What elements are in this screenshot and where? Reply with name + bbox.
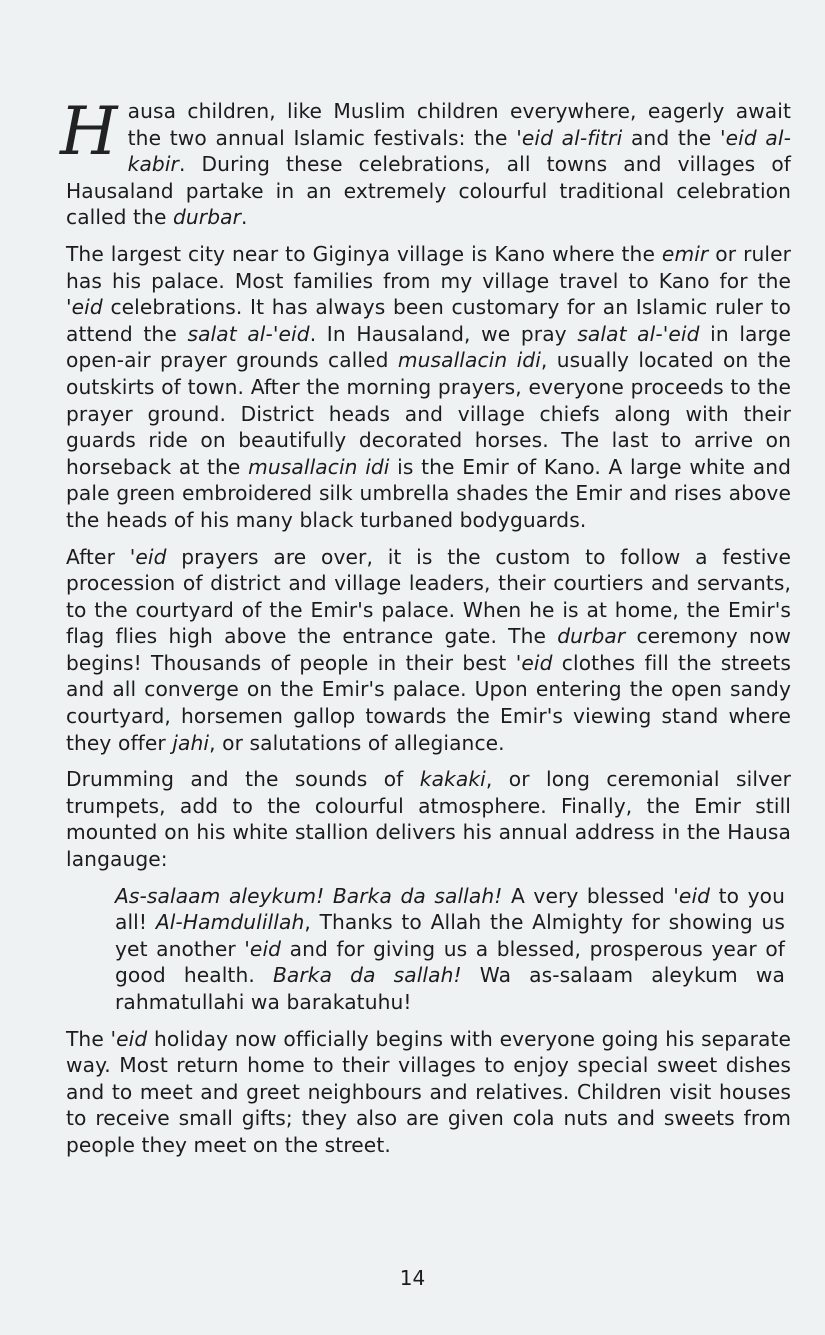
page-number: 14 [399, 1266, 426, 1290]
paragraph-4: Drumming and the sounds of kakaki, or long ceremonial silver trumpets, add to the colourful atmosphere. Finally, the Emir still mounted on his white stallion delivers his annual address in the Hausa langauge: [66, 767, 791, 872]
paragraph-1: Hausa children, like Muslim children everywhere, eagerly await the two annual Islamic festivals: the 'eid al-fitri and the 'eid al-kabir. During these celebrations, all towns and villages of Hausaland partake in an extremely colourful traditional celebration called the durbar. [60, 93, 791, 230]
paragraph-5: The 'eid holiday now officially begins with everyone going his separate way. Most return home to their villages to enjoy special sweet dishes and to meet and greet neighbours and relatives. Children visit houses to receive small gifts; they also are given cola nuts and sweets from people they meet on the street. [66, 1026, 792, 1157]
address-quote: As-salaam aleykum! Barka da sallah! A very blessed 'eid to you all! Al-Hamdulillah, Thanks to Allah the Almighty for showing us yet another 'eid and for giving us a blessed, prosperous year of good health. Barka da sallah! Wa as-salaam aleykum wa rahmatullahi wa barakatuhu! [115, 883, 785, 1014]
drop-cap: H [60, 93, 118, 170]
paragraph-2: The largest city near to Giginya village is Kano where the emir or ruler has his palace. Most families from my village travel to Kano for the 'eid celebrations. It has always been customary for an Islamic ruler to attend the salat al-'eid. In Hausaland, we pray salat al-'eid in large open-air prayer grounds called musallacin idi, usually located on the outskirts of town. After the morning prayers, everyone proceeds to the prayer ground. District heads and village chiefs along with their guards ride on beautifully decorated horses. The last to arrive on horseback at the musallacin idi is the Emir of Kano. A large white and pale green embroidered silk umbrella shades the Emir and rises above the heads of his many black turbaned bodyguards. [66, 241, 792, 532]
paragraph-3: After 'eid prayers are over, it is the custom to follow a festive procession of district and village leaders, their courtiers and servants, to the courtyard of the Emir's palace. When he is at home, the Emir's flag flies high above the entrance gate. The durbar ceremony now begins! Thousands of people in their best 'eid clothes fill the streets and all converge on the Emir's palace. Upon entering the open sandy courtyard, horsemen gallop towards the Emir's viewing stand where they offer jahi, or salutations of allegiance. [66, 544, 792, 755]
